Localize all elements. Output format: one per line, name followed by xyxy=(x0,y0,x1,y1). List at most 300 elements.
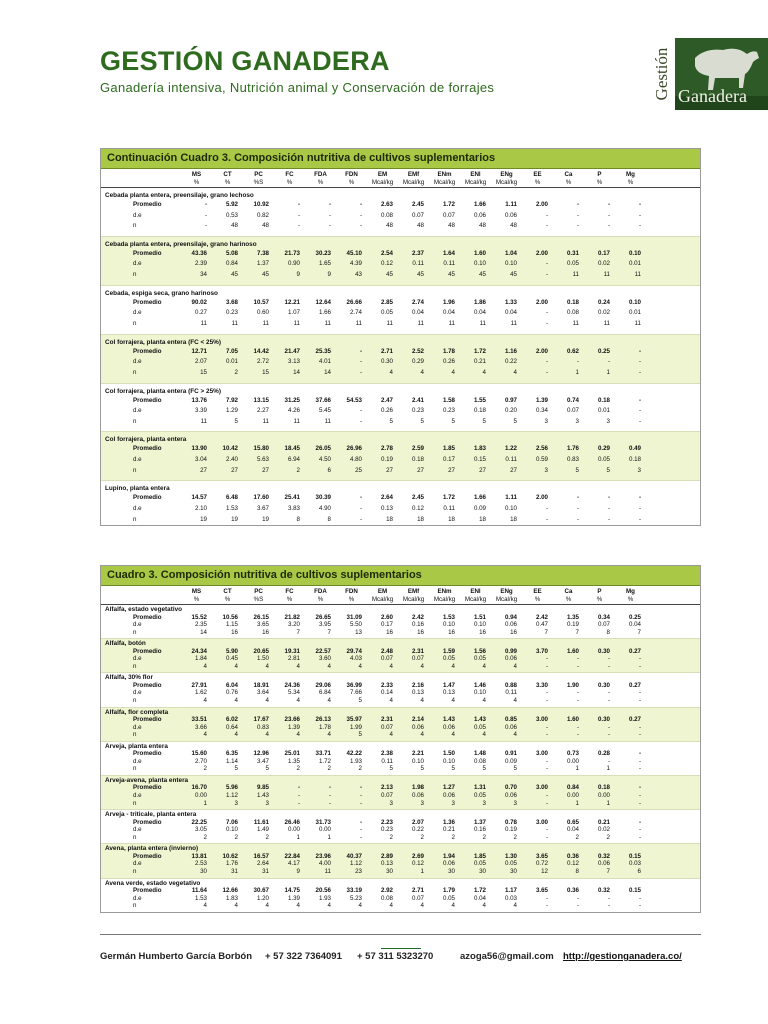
table-cell: 33.51 xyxy=(191,716,207,724)
table-cell: 1.60 xyxy=(473,249,486,257)
table-cell: 5 xyxy=(265,765,269,773)
table-cell: 0.36 xyxy=(566,852,579,860)
table-cell: - xyxy=(545,731,548,739)
footer-phone: + 57 322 7364091 xyxy=(265,951,342,962)
row-label: d.e xyxy=(133,723,142,731)
table-cell: 2 xyxy=(296,765,300,773)
table-cell: 9.85 xyxy=(256,784,269,792)
table-row xyxy=(101,417,700,428)
table-cell: 0.27 xyxy=(628,647,641,655)
logo-box xyxy=(675,38,768,110)
table-cell: 5 xyxy=(513,417,517,425)
table-cell: - xyxy=(359,368,362,376)
column-name: PC xyxy=(254,588,263,595)
table-cell: 1.72 xyxy=(442,494,455,502)
table-cell: 10.56 xyxy=(222,613,238,621)
table-cell: 1 xyxy=(296,833,300,841)
column-name: P xyxy=(597,171,602,178)
table-cell: - xyxy=(607,723,610,731)
table-cell: 0.08 xyxy=(566,309,579,317)
table-cell: - xyxy=(638,504,641,512)
footer xyxy=(100,951,701,967)
table-cell: 0.65 xyxy=(566,818,579,826)
table-cell: 5 xyxy=(451,765,455,773)
column-name: Mg xyxy=(626,588,635,595)
table-cell: 0.10 xyxy=(473,621,486,629)
table-cell: 1.96 xyxy=(442,298,455,306)
table-cell: 26.15 xyxy=(253,613,269,621)
table-cell: 7 xyxy=(544,628,548,636)
column-header xyxy=(460,586,491,604)
table-cell: 0.99 xyxy=(504,647,517,655)
table-cell: - xyxy=(638,201,641,208)
table-cell: 7 xyxy=(575,628,579,636)
table-cell: 3 xyxy=(544,466,548,474)
table-cell: - xyxy=(545,723,548,731)
footer-divider xyxy=(100,934,701,935)
column-unit: % xyxy=(565,595,572,603)
table-cell: 1.12 xyxy=(349,860,362,868)
table-cell: 2.31 xyxy=(380,716,393,724)
table-cell: 0.03 xyxy=(504,894,517,902)
table-cell: 34 xyxy=(200,271,207,279)
table-cell: - xyxy=(638,723,641,731)
column-unit: Mcal/kg xyxy=(464,178,487,186)
table-cell: 1.93 xyxy=(318,894,331,902)
table-cell: 0.00 xyxy=(287,826,300,834)
table-row xyxy=(101,887,700,895)
table-cell: 35.97 xyxy=(346,716,362,724)
table-cell: 1.43 xyxy=(442,716,455,724)
table-cell: 13 xyxy=(355,628,362,636)
column-header xyxy=(522,586,553,604)
table-cell: 2.74 xyxy=(349,309,362,317)
table-cell: 0.18 xyxy=(597,784,610,792)
row-label: d.e xyxy=(133,621,142,629)
table-cell: 0.18 xyxy=(628,456,641,464)
composition-table xyxy=(100,565,701,913)
row-label: n xyxy=(133,765,137,773)
table-cell: 0.00 xyxy=(318,826,331,834)
table-cell: 30.23 xyxy=(315,249,331,257)
table-cell: 7.05 xyxy=(225,347,238,355)
table-cell: 1.59 xyxy=(442,647,455,655)
table-row xyxy=(101,249,700,260)
table-cell: 0.05 xyxy=(380,309,393,317)
crop-group xyxy=(101,810,700,844)
table-cell: 4 xyxy=(234,662,238,670)
column-name: FC xyxy=(285,171,294,178)
table-cell: 1.51 xyxy=(473,613,486,621)
row-label: Promedio xyxy=(133,750,162,758)
table-cell: 0.07 xyxy=(442,211,455,219)
table-cell: 0.23 xyxy=(380,826,393,834)
table-cell: 2.48 xyxy=(380,647,393,655)
table-cell: 2.59 xyxy=(411,445,424,453)
table-cell: - xyxy=(638,697,641,705)
table-cell: 26.05 xyxy=(315,445,331,453)
table-cell: 0.07 xyxy=(411,211,424,219)
table-cell: - xyxy=(638,784,641,792)
table-cell: 11 xyxy=(355,319,362,327)
table-cell: 0.34 xyxy=(535,407,548,415)
table-cell: 1.39 xyxy=(535,396,548,404)
table-cell: - xyxy=(204,201,207,208)
table-cell: 22.25 xyxy=(191,818,207,826)
table-cell: 14.57 xyxy=(191,494,207,502)
table-cell: 30 xyxy=(200,868,207,875)
row-label: Promedio xyxy=(133,887,162,894)
table-cell: 1.76 xyxy=(225,860,238,868)
table-cell: - xyxy=(638,417,641,425)
table-cell: 21.82 xyxy=(284,613,300,621)
table-cell: 2.92 xyxy=(380,887,393,894)
table-cell: 0.10 xyxy=(442,757,455,765)
table-cell: 2.72 xyxy=(256,358,269,366)
crop-group xyxy=(101,384,700,433)
table-cell: 16 xyxy=(231,628,238,636)
table-cell: 0.47 xyxy=(535,621,548,629)
table-cell: - xyxy=(638,902,641,910)
table-cell: 1 xyxy=(606,368,610,376)
table-cell: - xyxy=(576,723,579,731)
row-label: n xyxy=(133,271,137,279)
table-cell: 2.42 xyxy=(535,613,548,621)
row-label: n xyxy=(133,466,137,474)
footer-email[interactable]: azoga56@gmail.com xyxy=(460,951,554,962)
table-cell: - xyxy=(638,407,641,415)
table-row xyxy=(101,750,700,758)
column-unit: Mcal/kg xyxy=(402,595,425,603)
column-name: CT xyxy=(223,588,232,595)
table-cell: 1.53 xyxy=(225,504,238,512)
table-body xyxy=(101,188,700,526)
crop-name: Avena verde, estado vegetativo xyxy=(105,879,201,887)
table-cell: - xyxy=(545,260,548,268)
table-cell: 43.36 xyxy=(191,249,207,257)
footer-link[interactable]: http://gestionganadera.co/ xyxy=(563,951,682,962)
table-cell: 5.50 xyxy=(349,621,362,629)
table-cell: 3.83 xyxy=(287,504,300,512)
table-cell: - xyxy=(328,792,331,800)
table-cell: 0.74 xyxy=(566,396,579,404)
table-cell: 1.93 xyxy=(349,757,362,765)
table-cell: 3.65 xyxy=(535,887,548,894)
column-unit: % xyxy=(565,178,572,186)
row-label: Promedio xyxy=(133,852,162,860)
table-row xyxy=(101,493,700,504)
crop-group xyxy=(101,188,700,237)
table-cell: 4.90 xyxy=(318,504,331,512)
table-cell: - xyxy=(545,222,548,230)
table-cell: 4 xyxy=(420,902,424,910)
table-cell: 2.47 xyxy=(380,396,393,404)
row-label: n xyxy=(133,417,137,425)
table-cell: - xyxy=(607,902,610,910)
table-row xyxy=(101,860,700,868)
table-cell: 2.69 xyxy=(411,852,424,860)
table-cell: 31.73 xyxy=(315,818,331,826)
table-cell: 10.92 xyxy=(253,201,269,208)
table-cell: - xyxy=(607,504,610,512)
table-cell: 2 xyxy=(234,368,238,376)
column-unit: Mcal/kg xyxy=(433,595,456,603)
table-row xyxy=(101,689,700,697)
table-cell: 0.26 xyxy=(442,358,455,366)
crop-name: Alfalfa, 30% flor xyxy=(105,674,153,682)
table-row xyxy=(101,902,700,910)
table-cell: 1.36 xyxy=(442,818,455,826)
table-row xyxy=(101,819,700,827)
table-cell: 0.27 xyxy=(628,681,641,689)
table-cell: 0.04 xyxy=(473,894,486,902)
brand-logo xyxy=(650,36,768,114)
table-cell: 1.76 xyxy=(566,445,579,453)
table-cell: 3.05 xyxy=(194,826,207,834)
table-cell: - xyxy=(545,368,548,376)
table-cell: 3.00 xyxy=(535,818,548,826)
crop-group xyxy=(101,605,700,639)
table-cell: 2 xyxy=(420,833,424,841)
table-cell: 0.18 xyxy=(411,456,424,464)
table-cell: 17.67 xyxy=(253,716,269,724)
column-name: ENg xyxy=(500,588,513,595)
column-name: Ca xyxy=(564,588,573,595)
column-header xyxy=(553,169,584,187)
table-cell: 15 xyxy=(262,368,269,376)
table-cell: - xyxy=(638,347,641,355)
table-cell: 1.53 xyxy=(442,613,455,621)
table-cell: 1.27 xyxy=(442,784,455,792)
table-cell: 5 xyxy=(482,417,486,425)
table-cell: 37.66 xyxy=(315,396,331,404)
table-cell: - xyxy=(359,347,362,355)
table-cell: - xyxy=(638,655,641,663)
table-cell: 2.38 xyxy=(380,750,393,758)
table-cell: - xyxy=(576,201,579,208)
table-cell: 2 xyxy=(234,833,238,841)
table-cell: 4 xyxy=(482,662,486,670)
table-cell: 0.34 xyxy=(597,613,610,621)
table-row xyxy=(101,731,700,739)
table-cell: 0.08 xyxy=(473,757,486,765)
table-cell: 25.35 xyxy=(315,347,331,355)
table-cell: 1.47 xyxy=(442,681,455,689)
table-cell: 4.17 xyxy=(287,860,300,868)
table-cell: 7 xyxy=(327,628,331,636)
table-cell: - xyxy=(638,894,641,902)
table-cell: 45.10 xyxy=(346,249,362,257)
row-label: n xyxy=(133,731,137,739)
table-cell: 0.04 xyxy=(628,621,641,629)
table-cell: 3 xyxy=(482,799,486,807)
table-cell: 0.11 xyxy=(381,757,393,765)
row-label: Promedio xyxy=(133,716,162,724)
table-cell: - xyxy=(297,784,300,792)
crop-name: Avena, planta entera (invierno) xyxy=(105,845,199,853)
table-cell: 2.64 xyxy=(380,494,393,502)
table-cell: 2 xyxy=(575,833,579,841)
column-name: FDA xyxy=(314,588,327,595)
table-cell: 3.70 xyxy=(535,647,548,655)
column-unit: % xyxy=(348,178,355,186)
table-cell: - xyxy=(576,731,579,739)
table-cell: 3 xyxy=(389,799,393,807)
table-cell: 0.05 xyxy=(566,260,579,268)
table-cell: 0.10 xyxy=(504,504,517,512)
table-cell: 0.18 xyxy=(473,407,486,415)
table-cell: 0.10 xyxy=(628,249,641,257)
table-cell: - xyxy=(638,757,641,765)
table-cell: 11 xyxy=(634,271,641,279)
table-cell: 1 xyxy=(575,765,579,773)
table-cell: - xyxy=(359,417,362,425)
table-cell: 1.33 xyxy=(504,298,517,306)
table-cell: 4 xyxy=(482,902,486,910)
table-cell: - xyxy=(359,201,362,208)
table-cell: 0.59 xyxy=(535,456,548,464)
table-cell: 3.64 xyxy=(256,689,269,697)
table-cell: 3.65 xyxy=(256,621,269,629)
table-cell: 4 xyxy=(451,902,455,910)
column-name: Mg xyxy=(626,171,635,178)
column-name: FDA xyxy=(314,171,327,178)
table-cell: 0.27 xyxy=(194,309,207,317)
table-cell: 16 xyxy=(417,628,424,636)
table-cell: 13.81 xyxy=(191,852,207,860)
table-cell: 4 xyxy=(203,902,207,910)
table-cell: 0.97 xyxy=(504,396,517,404)
table-cell: 1.78 xyxy=(318,723,331,731)
column-header xyxy=(615,586,646,604)
column-unit: % xyxy=(286,595,293,603)
table-cell: - xyxy=(638,358,641,366)
table-cell: - xyxy=(638,799,641,807)
row-label: d.e xyxy=(133,757,142,765)
table-row xyxy=(101,765,700,773)
table-row xyxy=(101,504,700,515)
table-cell: 0.24 xyxy=(597,298,610,306)
table-cell: 11 xyxy=(262,417,269,425)
table-cell: 4.39 xyxy=(349,260,362,268)
table-cell: 0.85 xyxy=(504,716,517,724)
column-header xyxy=(522,169,553,187)
table-cell: 0.13 xyxy=(380,860,393,868)
table-cell: 3 xyxy=(544,417,548,425)
table-cell: 0.62 xyxy=(566,347,579,355)
table-cell: - xyxy=(359,799,362,807)
table-cell: 23.66 xyxy=(284,716,300,724)
table-title: Continuación Cuadro 3. Composición nutritiva de cultivos suplementarios xyxy=(101,149,700,169)
table-cell: 13.76 xyxy=(191,396,207,404)
table-cell: 1.83 xyxy=(225,894,238,902)
crop-name: Arveja-avena, planta entera xyxy=(105,776,189,784)
crop-name: Col forrajera, planta entera (FC < 25%) xyxy=(105,338,221,346)
table-cell: 30.39 xyxy=(315,494,331,502)
table-cell: 0.07 xyxy=(411,655,424,663)
table-cell: 4 xyxy=(203,731,207,739)
table-cell: 0.27 xyxy=(628,716,641,724)
table-cell: 1.85 xyxy=(473,852,486,860)
table-cell: 0.94 xyxy=(504,613,517,621)
crop-group xyxy=(101,708,700,742)
table-cell: 7 xyxy=(637,628,641,636)
crop-group xyxy=(101,432,700,481)
crop-name: Cebada planta entera, preensilaje, grano harinoso xyxy=(105,240,257,248)
table-cell: 12.66 xyxy=(222,887,238,894)
table-cell: 8 xyxy=(575,868,579,875)
row-label: d.e xyxy=(133,407,142,415)
table-cell: 16 xyxy=(262,628,269,636)
table-cell: - xyxy=(607,494,610,502)
table-cell: 5 xyxy=(389,765,393,773)
table-cell: 12.64 xyxy=(315,298,331,306)
table-cell: 27 xyxy=(417,466,424,474)
table-cell: 0.22 xyxy=(504,358,517,366)
table-cell: 1.99 xyxy=(349,723,362,731)
table-row xyxy=(101,221,700,232)
table-cell: - xyxy=(545,655,548,663)
table-row xyxy=(101,200,700,211)
table-cell: 31 xyxy=(231,868,238,875)
table-cell: 0.73 xyxy=(566,750,579,758)
table-row xyxy=(101,466,700,477)
table-cell: 11 xyxy=(324,868,331,875)
table-cell: 2.07 xyxy=(411,818,424,826)
table-cell: 1.22 xyxy=(504,445,517,453)
table-cell: 1 xyxy=(203,799,207,807)
table-cell: 0.19 xyxy=(380,456,393,464)
table-cell: 2.56 xyxy=(535,445,548,453)
table-cell: 3.30 xyxy=(535,681,548,689)
table-cell: 5 xyxy=(606,466,610,474)
table-cell: 29.74 xyxy=(346,647,362,655)
table-cell: 1.43 xyxy=(473,716,486,724)
table-cell: 30 xyxy=(479,868,486,875)
table-cell: 48 xyxy=(386,222,393,230)
footer-accent-line xyxy=(381,948,421,949)
table-cell: 2.21 xyxy=(411,750,424,758)
table-cell: 16 xyxy=(510,628,517,636)
table-cell: 1.90 xyxy=(566,681,579,689)
table-cell: 25 xyxy=(355,466,362,474)
table-cell: 1.83 xyxy=(473,445,486,453)
table-cell: 0.10 xyxy=(411,757,424,765)
table-cell: 5 xyxy=(358,731,362,739)
table-cell: 1.72 xyxy=(442,201,455,208)
row-label: Promedio xyxy=(133,249,162,257)
table-cell: 14 xyxy=(293,368,300,376)
table-cell: 15.80 xyxy=(253,445,269,453)
table-cell: 3 xyxy=(606,417,610,425)
table-cell: 45 xyxy=(417,271,424,279)
table-cell: 0.05 xyxy=(442,894,455,902)
table-title: Cuadro 3. Composición nutritiva de cultivos suplementarios xyxy=(101,566,700,586)
table-row xyxy=(101,682,700,690)
table-cell: 0.06 xyxy=(442,860,455,868)
table-cell: 1.50 xyxy=(256,655,269,663)
table-cell: 18.91 xyxy=(253,681,269,689)
table-cell: - xyxy=(359,826,362,834)
column-unit: % xyxy=(534,178,541,186)
column-unit: % xyxy=(596,178,603,186)
header-spacer xyxy=(101,169,181,187)
table-cell: 1.07 xyxy=(287,309,300,317)
table-cell: - xyxy=(545,826,548,834)
table-cell: 36.99 xyxy=(346,681,362,689)
table-cell: 16.70 xyxy=(191,784,207,792)
table-cell: 0.05 xyxy=(473,792,486,800)
